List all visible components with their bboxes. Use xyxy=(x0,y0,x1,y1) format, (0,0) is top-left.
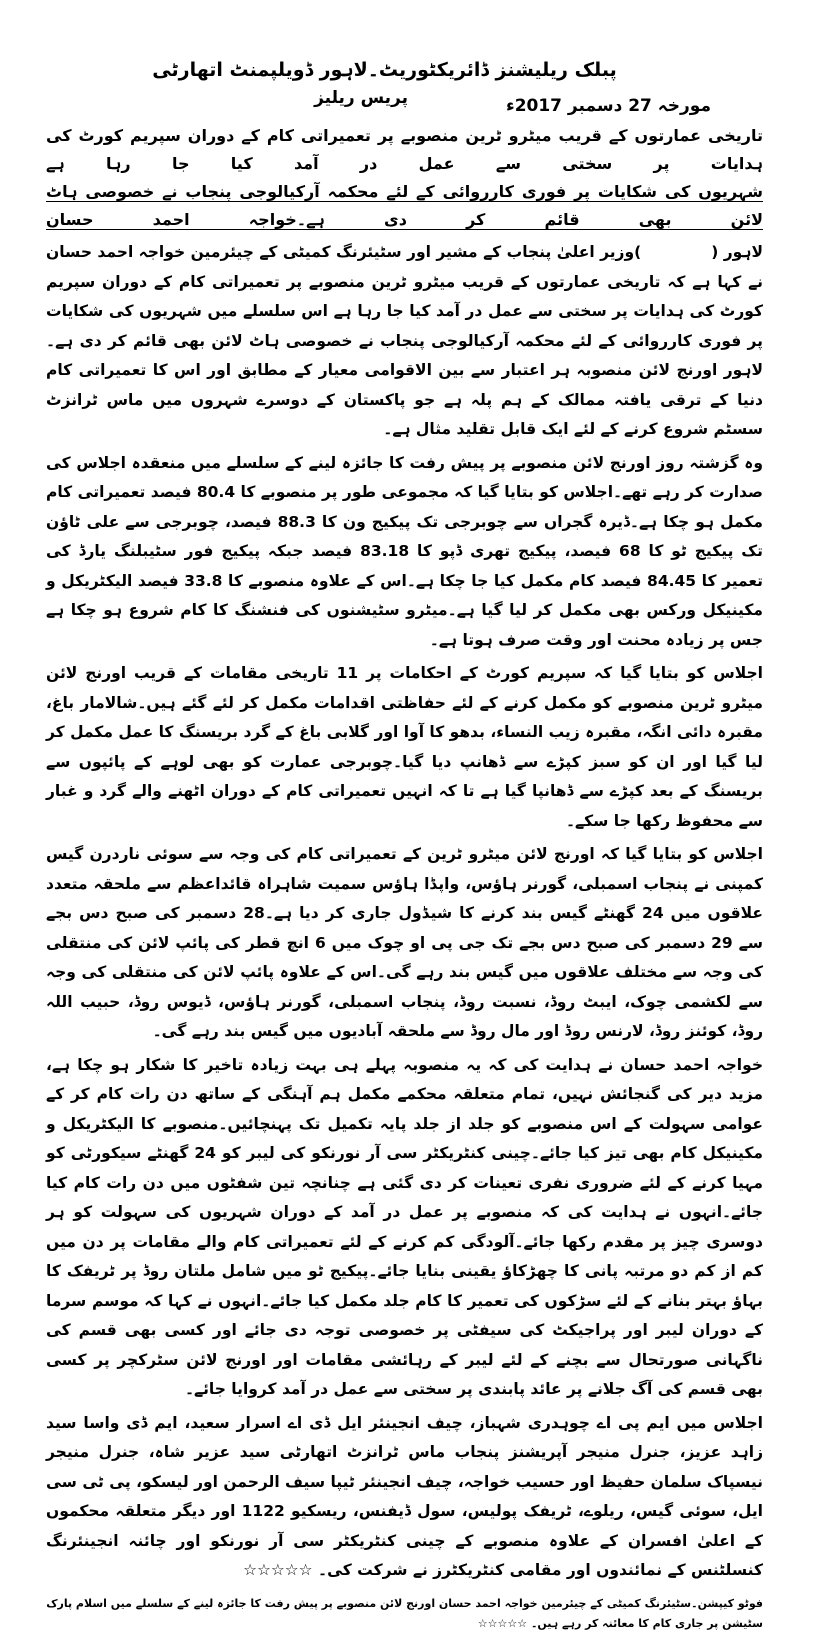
paragraph-heritage-sites: اجلاس کو بتایا گیا کہ سپریم کورٹ کے احکامات پر 11 تاریخی مقامات کے قریب اورنج لائن میٹرو ٹرین منصوبے کو مکمل کرنے کے لئے حفاظتی اقدامات مکمل کر لئے گئے ہیں۔شالامار باغ، مقبرہ دائی انگہ، مقبرہ زیب النساء، بدھو کا آوا اور گلابی باغ کے گرد بریسنگ کا عمل مکمل کر لیا گیا اور ان کو سبز کپڑے سے ڈھانپ دیا گیا۔چوبرجی عمارت کو بھی لوہے کے پائپوں سے بریسنگ کے بعد کپڑے سے ڈھانپا گیا ہے تا کہ انہیں تعمیراتی کام کے دوران اٹھنے والے گرد و غبار سے محفوظ رکھا جا سکے۔ xyxy=(46,664,763,830)
press-release-label: پریس ریلیز xyxy=(314,88,408,108)
paragraph-attendees xyxy=(46,1409,763,1586)
paragraph-text: وزیر اعلیٰ پنجاب کے مشیر اور سٹیئرنگ کمیٹی کے چیئرمین خواجہ احمد حسان نے کہا ہے کہ تاریخی عمارتوں کے قریب میٹرو ٹرین منصوبے پر تعمیراتی کام کے دوران سپریم کورٹ کی ہدایات پر سختی سے عمل در آمد کیا جا رہا ہے اس سلسلے میں شہریوں کی شکایات پر فوری کارروائی کے لئے محکمہ آرکیالوجی پنجاب نے خصوصی ہاٹ لائن بھی قائم کر دی ہے۔لاہور اورنج لائن منصوبہ ہر اعتبار سے بین الاقوامی معیار کے مطابق اور اس کا تعمیراتی کام دنیا کے ترقی یافتہ ممالک کے ہم پلہ ہے جو پاکستان کے دوسرے شہروں میں ماس ٹرانزٹ سسٹم شروع کرنے کے لئے ایک قابل تقلید مثال ہے۔ xyxy=(46,243,763,438)
paragraph-progress: وہ گزشتہ روز اورنج لائن منصوبے پر پیش رفت کا جائزہ لینے کے سلسلے میں منعقدہ اجلاس کی صدارت کر رہے تھے۔اجلاس کو بتایا گیا کہ مجموعی طور پر منصوبے کا 80.4 فیصد تعمیراتی کام مکمل ہو چکا ہے۔ڈیرہ گجراں سے چوبرجی تک پیکیج ون کا 88.3 فیصد، چوبرجی سے علی ٹاؤن تک پیکیج ٹو کا 68 فیصد، پیکیج تھری ڈپو کا 83.18 فیصد جبکہ پیکیج فور سٹیبلنگ یارڈ کی تعمیر کا 84.45 فیصد کام مکمل کیا جا چکا ہے۔اس کے علاوہ منصوبے کا 33.8 فیصد الیکٹریکل و مکینیکل ورکس بھی مکمل کر لیا گیا ہے۔میٹرو سٹیشنوں کی فنشنگ کا کام شروع ہو چکا ہے جس پر زیادہ محنت اور وقت صرف ہوتا ہے۔ xyxy=(46,453,763,649)
paragraph-intro xyxy=(46,238,763,445)
star-separator: ☆☆☆☆☆ xyxy=(243,1561,313,1579)
caption-star-separator: ☆☆☆☆☆ xyxy=(477,1616,528,1630)
organization-title: پبلک ریلیشنز ڈائریکٹوریٹ۔لاہور ڈویلپمنٹ اتھارٹی xyxy=(152,59,617,81)
release-date: مورخہ 27 دسمبر 2017ء xyxy=(505,96,711,116)
paragraph-text: اجلاس میں ایم پی اے چوہدری شہباز، چیف انجینئر ایل ڈی اے اسرار سعید، ایم ڈی واسا سید زاہد عزیز، جنرل منیجر آپریشنز پنجاب ماس ٹرانزٹ اتھارٹی سید عزیر شاہ، جنرل منیجر نیسپاک سلمان حفیظ اور حسیب خواجہ، چیف انجینئر ٹیپا سیف الرحمن اور لیسکو، پی ٹی سی ایل، سوئی گیس، ریلوے، ٹریفک پولیس، سول ڈیفنس، ریسکیو 1122 اور دیگر متعلقہ محکموں کے اعلیٰ افسران کے علاوہ منصوبے کے چینی کنٹریکٹر سی آر نورنکو اور چائنہ انجینئرنگ کنسلٹنس کے نمائندوں اور مقامی کنٹریکٹرز نے شرکت کی۔ xyxy=(46,1413,763,1579)
dateline-open: لاہور ( xyxy=(711,243,763,261)
caption-text: فوٹو کیپشن۔سٹیئرنگ کمیٹی کے چیئرمین خواجہ احمد حسان اورنج لائن منصوبے پر پیش رفت کا جائزہ لینے کے سلسلے میں اسلام پارک سٹیشن پر جاری کام کا معائنہ کر رہے ہیں۔ xyxy=(46,1596,763,1630)
paragraph-directions: خواجہ احمد حسان نے ہدایت کی کہ یہ منصوبہ پہلے ہی بہت زیادہ تاخیر کا شکار ہو چکا ہے، مزید دیر کی گنجائش نہیں، تمام متعلقہ محکمے مکمل ہم آہنگی کے ساتھ دن رات کام کر کے عوامی سہولت کے اس منصوبے کو جلد از جلد پایہ تکمیل تک پہنچائیں۔منصوبے کا الیکٹریکل و مکینیکل کام بھی تیز کیا جائے۔چینی کنٹریکٹر سی آر نورنکو کی لیبر کو 24 گھنٹے سیکورٹی کو مہیا کرنے کے لئے ضروری نفری تعینات کر دی گئی ہے چنانچہ تین شفٹوں میں دن رات کام کیا جائے۔انہوں نے ہدایت کی کہ منصوبے پر عمل در آمد کے دوران شہریوں کی سہولت کو ہر دوسری چیز پر مقدم رکھا جائے۔آلودگی کم کرنے کے لئے تعمیراتی کام والے مقامات پر دن میں کم از کم دو مرتبہ پانی کا چھڑکاؤ یقینی بنایا جائے۔پیکیج ٹو میں شامل ملتان روڈ پر ٹریفک کا بہاؤ بہتر بنانے کے لئے سڑکوں کی تعمیر کا کام جلد مکمل کیا جائے۔انہوں نے کہا کہ موسم سرما کے دوران لیبر اور پراجیکٹ کی سیفٹی پر خصوصی توجہ دی جائے اور کسی بھی قسم کی ناگہانی صورتحال سے بچنے کے لئے لیبر کے رہائشی مقامات اور اورنج لائن سٹرکچر پر کسی بھی قسم کی آگ جلانے پر عائد پابندی پر سختی سے عمل در آمد کروایا جائے۔ xyxy=(46,1055,763,1398)
photo-caption xyxy=(46,1594,763,1634)
date-row xyxy=(46,90,763,122)
dateline-close: ) xyxy=(634,243,642,261)
headline-line-2: شہریوں کی شکایات پر فوری کارروائی کے لئے محکمہ آرکیالوجی پنجاب نے خصوصی ہاٹ لائن بھی قائم کر دی ہے۔خواجہ احمد حسان xyxy=(46,182,763,229)
paragraph-gas-closure: اجلاس کو بتایا گیا کہ اورنج لائن میٹرو ٹرین کے تعمیراتی کام کی وجہ سے سوئی ناردرن گیس کمپنی نے پنجاب اسمبلی، گورنر ہاؤس، واپڈا ہاؤس سمیت شاہراہ قائداعظم سے ملحقہ متعدد علاقوں میں 24 گھنٹے گیس بند کرنے کا شیڈول جاری کر دیا ہے۔28 دسمبر کی صبح دس بجے سے 29 دسمبر کی صبح دس بجے تک جی پی او چوک میں 6 انچ قطر کی پائپ لائن کی منتقلی کی وجہ سے مختلف علاقوں میں گیس بند رہے گی۔اس کے علاوہ پائپ لائن کی منتقلی کی وجہ سے لکشمی چوک، ایبٹ روڈ، نسبت روڈ، پنجاب اسمبلی، گورنر ہاؤس، ڈیوس روڈ، حبیب اللہ روڈ، کوئنز روڈ، لارنس روڈ اور مال روڈ سے ملحقہ آبادیوں میں گیس بند رہے گی۔ xyxy=(46,845,763,1040)
headline-line-1: تاریخی عمارتوں کے قریب میٹرو ٹرین منصوبے پر تعمیراتی کام کے دوران سپریم کورٹ کی ہدایات پر سختی سے عمل در آمد کیا جا رہا ہے xyxy=(46,126,763,173)
